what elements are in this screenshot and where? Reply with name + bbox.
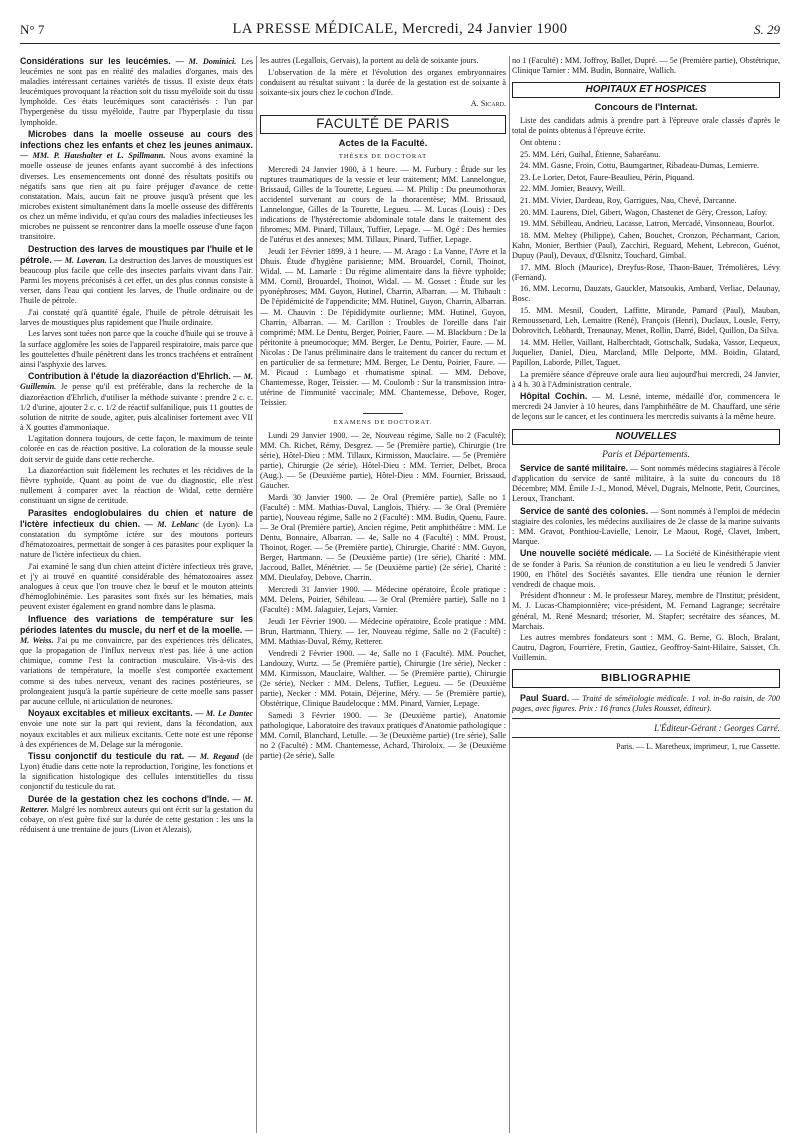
paragraph: Lundi 29 Janvier 1900. — 2e, Nouveau régime, Salle no 2 (Faculté); MM. Ch. Richet, Rémy, Desgrez. — 5e (Première partie), Chirurgie (1re série), Hôtel-Dieu : MM. Tillaux, Kirmisson, Mauclaire. — 5e (Première partie), Chirurgie (2e série), Hôtel-Dieu : MM. Terrier, Delbet, Broca (Aug.). — 5e (Deuxième partie), Hôtel-Dieu : MM. Fournier, Brissaud, Gaucher. [260,430,506,491]
section-box-bibliography [512,669,780,687]
news-heading: Service de santé des colonies. [520,505,649,516]
article-text: Malgré les nombreux auteurs qui ont écrit sur la gestation du cobaye, on n'est guère fixé sur la durée de cette gestation : les uns la réduisent à une trentaine de jours (Livon et Alezais), [20,805,253,835]
paragraph: les autres (Legallois, Gervais), la portent au delà de soixante jours. [260,56,479,65]
signature: A. Sicard. [470,99,506,109]
list-item: 14. MM. Heller, Vaillant, Halberchtadt, Gottschalk, Sudaka, Vassor, Lequeux, Juquelier, Daniel, Dieu, Marcland, Mlle Delporte, MM. Boidin, Glatard, Papillon, Laborde, Pillet, Taguet. [512,337,780,367]
divider [512,737,780,738]
section-box-hospitals [512,82,780,98]
biblio-author: Paul Suard. [520,692,570,703]
article-heading: Influence des variations de température sur les périodes latentes du muscle, du nerf et de la moelle. [20,613,253,636]
article-heading: Microbes dans la moelle osseuse au cours des infections chez les enfants et chez les jeunes animaux. [20,129,253,151]
article-text: La diazoréaction suit fidèlement les rechutes et les récidives de la fièvre typhoïde. Quant au point de vue du diagnostic, elle n'est nullement à comparer avec la réaction de Widal, cette dernière constituant un signe de certitude. [20,466,253,506]
list-item: 24. MM. Gasne, Froin, Cottu, Baumgartner, Ribadeau-Dumas, Lemierre. [520,161,760,171]
article-text: Les leucémies ne sont pas en réalité des maladies d'organes, mais des maladies intéressant certaines variétés de tissus. Il existe deux états leucémiques provoquant la réaction soit du tissu myéloïde soit du tissu lymphoïde. Ces états leucémiques sont caractérisés : l'un par l'hypergenèse du tissu myéloïde, l'autre par l'hyperplasie du tissu lymphoïde. [20,57,253,127]
divider [363,413,403,414]
news-text: — La Société de Kinésithérapie vient de se fonder à Paris. Sa réunion de constitution a eu lieu le vendredi 5 Janvier 1900, en l'hôtel des Sociétés savantes. Elle tiendra une réunion le dernier vendredi de chaque mois. [512,549,780,589]
news-text: Les autres membres fondateurs sont : MM. G. Berne, G. Bloch, Bralant, Cautru, Dagron, Fourrière, Fretin, Gautiez, Geoffroy-Saint-Hilaire, Saisset, Ch. Vuillemin. [512,633,780,663]
paragraph: L'observation de la mère et l'évolution des organes embryonnaires conduisent au résultat suivant : la durée de la gestation est de soixante à soixante-six jours chez le cochon d'Inde. [260,67,506,97]
section-box-faculty [260,115,506,133]
paragraph: Jeudi 1er Février 1899, à 1 heure. — M. Arago : La Vanne, l'Avre et la Dhuis. Étude d'hygiène parisienne; MM. Brouardel, Cornil, Thoinot, Widal. — M. Lamarle : Du régime alimentaire dans la fièvre typhoïde; MM. Cornil, Brouardel, Thoinot, Widal. — M. Gosset : Étude sur les pyonéphroses; MM. Guyon, Hutinel, Charrin, Albarran. — M. Thibault : De l'épidémicité de l'appendicite; MM. Hutinel, Guyon, Charrin, Albarran. — M. Chauvin : De l'épididymite ourlienne; MM. Hutinel, Guyon, Charrin, Albarran. — M. Carillon : Troubles de l'oreille dans l'air comprimé; MM. Le Dentu, Berger, Poirier, Faure. — M. Blackburn : De la péritonite à pneumocoque; MM. Berger, Le Dentu, Poirier, Faure. — M. Nicolas : De l'anus préliminaire dans le traitement du cancer du rectum et en particulier de sa fermeture; MM. Berger, Le Dentu, Poirier, Faure. — M. Picaud : Lumbago et rhumatisme spinal. — MM. Debove, Chantemesse, Roger, Teissier. — M. Coulomb : Sur la transmission intra-utérine de l'immunité vaccinale; MM. Chantemesse, Debove, Roger, Teissier. [260,247,506,408]
section-box-news [512,429,780,445]
news-text: — Sont nommés médecins stagiaires à l'école d'application du service de santé militaire, à la suite du concours du 18 Décembre; MM. Émile J.-J., Monod, Mével, Dugrais, Melnotte, Petit, Courcines, Leroux, Tranchant. [512,463,780,503]
list-item: 23. Le Lorier, Detot, Faure-Beaulieu, Périn, Piquand. [520,172,695,182]
list-item: 19. MM. Sébilleau, Andrieu, Lacasse, Latron, Mercadé, Vinsonneau, Bourlot. [520,219,775,229]
paragraph [20,371,253,433]
article-text: J'ai pu me convaincre, par des expériences très délicates, que la propagation de l'influx nerveux n'est pas liée à une action chimique, comme l'est la contraction musculaire. Vis-à-vis des variations de température, la moelle s'est comportée exactement comme si des tubes nerveux, venant des racines postérieures, se prolongeaient jusqu'à la partie supérieure de cette moelle sans passer par aucune cellule, ni articulation de neurones. [20,636,253,706]
column-divider [509,56,510,1133]
paragraph [20,708,253,749]
page-number: S. 29 [754,22,780,37]
issue-number: N° 7 [20,22,45,37]
subheading-theses: THÈSES DE DOCTORAT [338,152,428,160]
paragraph: Mardi 30 Janvier 1900. — 2e Oral (Première partie), Salle no 1 (Faculté) : MM. Mathias-Duval, Langlois, Thiéry. — 3e Oral (Première partie), Nouveau régime, Salle no 2 (Faculté) : MM. Budin, Quenu, Faure. — 3e Oral (Première partie), Ancien régime, Petit amphithéâtre : MM. Le Dentu, Bonnaire, Albarran. — 4e, Salle no 4 (Faculté) : MM. Proust, Thoinot, Roger. — 5e (Première partie), Chirurgie, Charité : MM. Guyon, Berger, Hartmann. — 5e (Deuxième partie) (1re série), Charité : MM. Jaccoud, Ballet, Ménétrier. — 5e (Deuxième partie) (2e série), Charité : MM. Dieulafoy, Debove, Charrin. [260,492,506,583]
list-item: 21. MM. Vivier, Dardeau, Roy, Garrigues, Nau, Chevé, Darcanne. [520,196,737,206]
column-left [20,56,253,1135]
cochin-heading: Hôpital Cochin. [520,391,588,402]
paragraph [20,308,253,328]
printer-line: Paris. — L. Maretheux, imprimeur, 1, rue Cassette. [616,741,780,751]
paragraph [20,56,253,128]
article-heading: Noyaux excitables et milieux excitants. [28,708,193,719]
article-text: L'agitation donnera toujours, de cette façon, le maximum de teinte colorée en cas de réaction positive. La coloration de la mousse seule doit servir de guide dans cette recherche. [20,434,253,464]
list-item: 25. MM. Léri, Guihal, Étienne, Sabaréanu. [520,149,661,159]
list-item: 22. MM. Jomier, Beauvy, Weill. [520,184,625,194]
editor-line: L'Éditeur-Gérant : Georges Carré. [654,722,780,733]
divider [512,718,780,719]
subsection-title: Concours de l'Internat. [594,102,698,114]
page-header [20,22,780,44]
article-author: — M. Le Dantec [192,709,253,719]
article-author: — M. Guillemin. [20,372,253,392]
article-text: envoie une note sur la part qui revient, dans la fécondation, aux noyaux excitables et aux milieux excitants. Cette note est une réponse à des expériences de M. Delage sur la mérogonie. [20,719,253,749]
list-item: Liste des candidats admis à prendre part à l'épreuve orale classés d'après le total de points obtenus à l'épreuve écrite. [512,116,780,136]
paragraph [20,434,253,464]
news-item [512,506,780,547]
news-item [512,633,780,663]
list-item: Ont obtenu : [520,138,561,148]
list-item: 17. MM. Bloch (Maurice), Dreyfus-Rose, Thaon-Bauer, Trémolières, Lévy (Fernand). [512,262,780,282]
list-item: 20. MM. Laurens, Diel, Gibert, Wagon, Chastenet de Géry, Cresson, Lafoy. [520,207,768,217]
article-text: La destruction des larves de moustiques est beaucoup plus facile que celle des insectes parfaits vivant dans l'air. Parmi les moyens préconisés à cet effet, un des plus connus consiste à verser, dans l'eau qui contient les larves, de l'huile ordinaire ou de l'huile de pétrole. [20,255,253,306]
section-title: BIBLIOGRAPHIE [601,672,691,685]
article-text: Les larves sont tuées non parce que la couche d'huile qui se trouve à la surface agglomère les soies de l'appareil respiratoire, mais parce que les gouttelettes d'huile pénètrent dans les troncs trachéens et entraînent ainsi l'asphyxie des larves. [20,329,253,369]
article-text: J'ai examiné le sang d'un chien atteint d'ictère infectieux très grave, et j'y ai trouvé en quantité considérable des hématozoaires assez analogues à ceux que l'on trouve chez le bœuf et le mouton atteints d'hémoglobinémie. Les parasites sont fixés sur les hématies, mais peuvent exister également en grand nombre dans le plasma. [20,562,253,612]
list-item: 15. MM. Mesnil, Coudert, Laffitte, Mirande, Pamard (Paul), Mauban, Remoussenard, Leh, Lemaitre (René), François (Henri), Duclaux, Lousle, Ferry, Dobrovitch, Lebhardt, Trenaunay, Menet, Rollin, Darré, Bidel, Quillon, Da Silva. [512,305,780,336]
article-author: — M. Laveran. [51,255,107,265]
article-text: Nous avons examiné la moelle osseuse de jeunes enfants ayant succombé à des infections diverses. Les ensemencements ont donné des résultats positifs ou négatifs sans que rien ait pu faire préjuger d'avance de cette constatation. Mais, aucun fait ne prouve jusqu'à présent que les microbes existent simultanément dans la moelle osseuse des différents os chez un même individu, et qu'au cours des maladies infectieuses les microbes ne puissent se rencontrer dans la moelle osseuse d'une façon transitoire. [20,151,253,242]
news-heading: Service de santé militaire. [520,462,629,473]
news-heading: Une nouvelle société médicale. [520,548,652,559]
list-item: 16. MM. Lecornu, Dauzats, Gauckler, Matsoukis, Ambard, Verliac, Delaunay, Bosc. [512,284,780,304]
paragraph: Samedi 3 Février 1900. — 3e (Deuxième partie), Anatomie pathologique, Laboratoire des travaux pratiques d'Anatomie pathologique : MM. Cornil, Blanchard, Letulle. — 3e (Deuxième partie) (1re série), Salle no 2 (Faculté) : MM. Chantemesse, Achard, Thiroloix. — 3e (Deuxième partie) (2e série), Salle [260,710,506,760]
paragraph: Vendredi 2 Février 1900. — 4e, Salle no 1 (Faculté). MM. Pouchet, Landouzy, Wurtz. — 5e (Première partie), Chirurgie (1re série), Necker : MM. Kirmisson, Mauclaire, Walther. — 5e (Première partie), Chirurgie (2e série), Necker : MM. Delens, Tuffier, Legueu. — 5e (Deuxième partie), Necker : MM. Potain, Déjerine, Méry. — 5e (Première partie), Obstétrique, Clinique Baudelocque : MM. Pinard, Varnier, Lepage. [260,648,506,709]
paragraph: Mercredi 24 Janvier 1900, à 1 heure. — M. Furbury : Étude sur les ruptures traumatiques de la vessie et leur traitement; MM. Lannelongue, Brissaud, Gilles de la Tourette, Legueu. — M. Philip : Du pneumothorax accidentel survenant au cours de la thoracentèse; MM. Brissaud, Lannelongue, Gilles de la Tourette, Legueu. — M. Lucas (Louis) : Des indications de l'hystérectomie abdominale totale dans le traitement des fibromes; MM. Pinard, Tillaux, Tuffier, Lepage. — M. Ogé : Des hernies de l'utérus et des annexes; MM. Tillaux, Pinard, Tuffier, Lepage. [260,164,506,245]
paragraph: Mercredi 31 Janvier 1900. — Médecine opératoire, École pratique : MM. Delens, Poirier, Sébileau. — 3e Oral (Première partie), Salle no 1 (Faculté) : MM. Jalaguier, Lejars, Varnier. [260,585,506,615]
article-heading: Considérations sur les leucémies. [20,56,171,66]
paragraph [20,794,253,835]
section-title: FACULTÉ DE PARIS [316,116,450,132]
cochin-text: — M. Lesné, interne, médaillé d'or, commencera le mercredi 24 Janvier à 10 heures, dans l'amphithéâtre de M. Chauffard, une série de leçons sur le cancer, et les continuera les mercredis suivants à la même heure. [512,392,780,422]
column-right [512,56,780,1135]
biblio-text: — Traité de séméiologie médicale. 1 vol. in-8o raisin, de 700 pages, avec figures. Prix : 16 francs (Jules Rousset, éditeur). [512,693,780,713]
article-text: (de Lyon). La constatation du symptôme ictère sur des moutons porteurs d'hématozoaires, permettait de songer à ces parasites pour expliquer la nature de l'ictère infectieux du chien. [20,520,253,560]
subheading-exams: EXAMENS DE DOCTORAT. [333,418,433,426]
news-text: Président d'honneur : M. le professeur Marey, membre de l'Institut; président, M. J. Lucas-Championnière; vice-président, M. Fernand Lagrange; secrétaire général, M. René Mesnard; trésorier, M. Stapfer; secrétaire des séances, M. Marchais. [512,591,780,631]
article-text: J'ai constaté qu'à quantité égale, l'huile de pétrole détruisait les larves de moustiques plus rapidement que l'huile ordinaire. [20,307,253,327]
paragraph [20,508,253,560]
news-item [512,591,780,631]
article-author: — M. Regaud [184,752,239,762]
section-title: NOUVELLES [615,430,677,442]
paragraph [20,329,253,369]
paragraph [20,614,253,707]
subsection-title: Actes de la Faculté. [338,137,428,149]
section-title: HOPITAUX ET HOSPICES [585,84,707,96]
paragraph: no 1 (Faculté) : MM. Joffroy, Ballet, Dupré. — 5e (Première partie), Obstétrique, Clinique Tarnier : MM. Budin, Bonnaire, Wallich. [512,56,780,76]
article-heading: Tissu conjonctif du testicule du rat. [28,751,185,762]
article-heading: Destruction des larves de moustiques par l'huile et le pétrole. [20,243,253,265]
paragraph [20,751,253,792]
news-item [512,548,780,589]
bibliography-entry [512,693,780,714]
internat-list [512,116,780,389]
article-author: — MM. P. Haushalter et L. Spillmann. [20,151,166,161]
column-divider [256,56,257,1133]
article-author: — M. Retterer. [20,795,253,815]
journal-title: LA PRESSE MÉDICALE, Mercredi, 24 Janvier 1900 [232,21,568,37]
paragraph [20,129,253,242]
paragraph [20,466,253,506]
article-text: Je pense qu'il est préférable, dans la recherche de la diazoréaction d'Ehrlich, d'utiliser la méthode suivante : prendre 2 c. c. 1/2 d'urine, ajouter 2 c. c. 1/2 de réactif sulfanilique, puis 11 gouttes de solution de nitrite de soude, agiter, puis alcaliniser fortement avec VII à X gouttes d'ammoniaque. [20,382,253,432]
article-author: — M. Leblanc [140,520,199,530]
paragraph-cochin [512,391,780,422]
article-author: — M. Dominici. [170,57,237,66]
paragraph: Jeudi 1er Février 1900. — Médecine opératoire, École pratique : MM. Brun, Hartmann, Thiery. — 1er, Nouveau régime, Salle no 2 (Faculté) : MM. Mathias-Duval, Rémy, Retterer. [260,616,506,646]
article-heading: Contribution à l'étude la diazoréaction d'Ehrlich. [28,371,231,382]
list-item: La première séance d'épreuve orale aura lieu aujourd'hui mercredi, 24 Janvier, à 4 h. 30 à l'Administration centrale. [512,369,780,389]
column-middle [260,56,506,1135]
article-heading: Durée de la gestation chez les cochons d'Inde. [28,794,230,805]
paragraph [20,562,253,612]
news-text: — Sont nommés à l'emploi de médecin stagiaire des colonies, les médecins auxiliaires de 2e classe de la marine suivants : MM. Gravot, Ponthiou-Lavielle, Lenoir, Le Maout, Rogé, Clavet, Imbert, Marque. [512,506,780,546]
news-item [512,463,780,504]
article-heading: Parasites endoglobulaires du chien et nature de l'ictère infectieux du chien. [20,508,253,530]
article-author: — M. Weiss. [20,626,253,646]
news-list [512,463,780,664]
article-text: (de Lyon) étudie dans cette note la reproduction, l'origine, les fonctions et la signification histologique des cellules interstitielles du tissu conjonctif du testicule du rat. [20,752,253,792]
paragraph [20,244,253,307]
subsection-title: Paris et Départements. [602,449,690,460]
list-item: 18. MM. Meltey (Philippe), Cahen, Bouchet, Cronzon, Pécharmant, Carion, Kahn, Monier, Berthier (Paul), Zacchiri, Reguard, Mehent, Lebrecon, Guénot, Dupuy (Paul), Devaux, d'Œlsnitz, Touchard, Gimbal. [512,230,780,260]
